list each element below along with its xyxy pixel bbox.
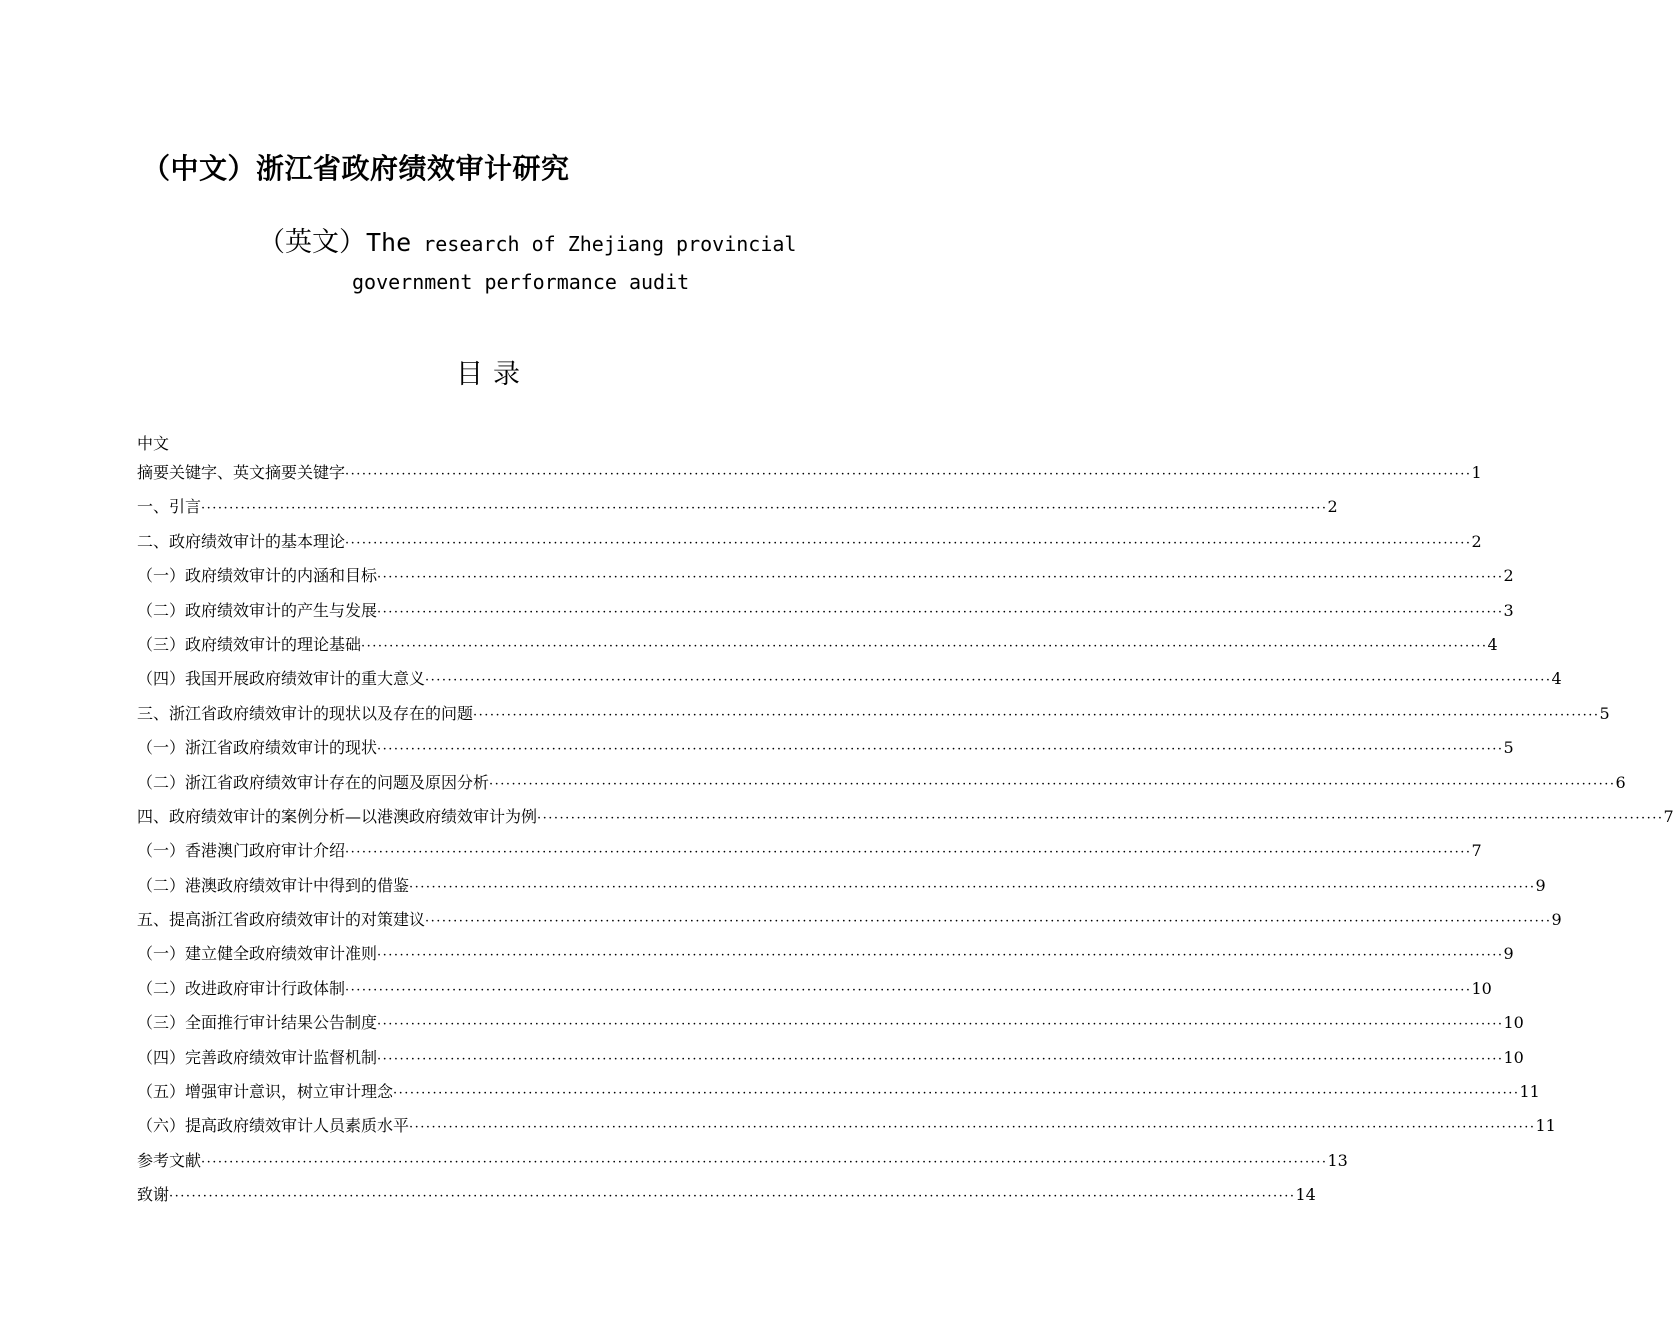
toc-leader-dots: ········································································································································································································ — [393, 1086, 1520, 1102]
toc-entry-page: 10 — [1503, 1013, 1524, 1033]
toc-entry-page: 2 — [1327, 497, 1338, 517]
toc-leader-dots: ········································································································································································································ — [377, 570, 1504, 586]
toc-entry-title: 五、提高浙江省政府绩效审计的对策建议 — [137, 910, 426, 930]
toc-entry-page: 10 — [1471, 978, 1492, 998]
toc-entry-page: 5 — [1503, 738, 1514, 758]
toc-entry-title: 致谢 — [137, 1185, 170, 1205]
toc-leader-dots: ········································································································································································································ — [345, 982, 1472, 998]
toc-entry — [137, 770, 1626, 804]
toc-leader-dots: ········································································································································································································ — [409, 879, 1536, 895]
toc-entry — [137, 873, 1546, 907]
title-chinese: （中文）浙江省政府绩效审计研究 — [142, 151, 570, 185]
toc-leader-dots: ········································································································································································································ — [425, 673, 1552, 689]
toc-entry — [137, 563, 1514, 597]
toc-entry-title: （一）浙江省政府绩效审计的现状 — [137, 738, 378, 758]
toc-leader-dots: ········································································································································································································ — [473, 707, 1600, 723]
toc-entry-title: （二）港澳政府绩效审计中得到的借鉴 — [137, 875, 410, 895]
toc-entry — [137, 598, 1514, 632]
toc-entry-page: 9 — [1551, 910, 1562, 930]
toc-entry-page: 1 — [1471, 463, 1482, 482]
toc-leader-dots: ········································································································································································································ — [537, 810, 1664, 826]
toc-entry-page: 14 — [1295, 1185, 1316, 1205]
toc-leader-dots: ········································································································································································································ — [345, 845, 1472, 861]
toc-entry-page: 4 — [1551, 669, 1562, 689]
toc-heading: 目录 — [456, 359, 530, 390]
toc-leader-dots: ········································································································································································································ — [169, 1189, 1296, 1205]
title-english-prefix: （英文） — [258, 227, 366, 258]
toc-entry — [137, 907, 1562, 941]
toc-entry-title: （三）政府绩效审计的理论基础 — [137, 634, 362, 654]
toc-entry — [137, 529, 1482, 563]
toc-entry — [137, 1045, 1524, 1079]
toc-leader-dots: ········································································································································································································ — [201, 501, 1328, 517]
toc-entry — [137, 666, 1562, 700]
toc-entry — [137, 804, 1674, 838]
toc-entry — [137, 494, 1338, 528]
toc-entry-page: 7 — [1471, 841, 1482, 861]
toc-leader-dots: ········································································································································································································ — [489, 776, 1616, 792]
toc-leader-dots: ········································································································································································································ — [361, 638, 1488, 654]
toc-entry-title: （六）提高政府绩效审计人员素质水平 — [137, 1116, 410, 1136]
toc-leader-dots: ········································································································································································································ — [377, 1051, 1504, 1067]
table-of-contents — [137, 460, 1674, 1217]
toc-entry-title: （一）香港澳门政府审计介绍 — [137, 841, 346, 861]
toc-entry — [137, 1148, 1348, 1182]
toc-leader-dots: ········································································································································································································ — [377, 1017, 1504, 1033]
title-english-line2: government performance audit — [352, 270, 690, 294]
toc-entry-title: （五）增强审计意识，树立审计理念 — [137, 1082, 394, 1102]
toc-entry-title: 摘要关键字、英文摘要关键字 — [137, 463, 346, 482]
toc-entry-title: 三、浙江省政府绩效审计的现状以及存在的问题 — [137, 703, 474, 723]
toc-entry-title: 参考文献 — [137, 1150, 202, 1170]
toc-language-label: 中文 — [137, 434, 170, 453]
toc-entry-page: 6 — [1615, 772, 1626, 792]
title-english — [258, 225, 796, 264]
toc-entry — [137, 1079, 1540, 1113]
toc-entry — [137, 976, 1492, 1010]
toc-entry — [137, 735, 1514, 769]
toc-entry — [137, 941, 1514, 975]
toc-entry-title: （二）改进政府审计行政体制 — [137, 978, 346, 998]
toc-entry-page: 2 — [1471, 531, 1482, 551]
toc-entry-page: 2 — [1503, 566, 1514, 586]
toc-entry-page: 11 — [1535, 1116, 1556, 1136]
toc-entry-title: （四）完善政府绩效审计监督机制 — [137, 1047, 378, 1067]
toc-entry-title: 四、政府绩效审计的案例分析—以港澳政府绩效审计为例 — [137, 806, 538, 826]
toc-entry-title: （一）政府绩效审计的内涵和目标 — [137, 566, 378, 586]
toc-entry-page: 9 — [1503, 944, 1514, 964]
toc-entry — [137, 460, 1482, 494]
toc-entry-title: （二）浙江省政府绩效审计存在的问题及原因分析 — [137, 772, 490, 792]
toc-leader-dots: ········································································································································································································ — [377, 742, 1504, 758]
toc-leader-dots: ········································································································································································································ — [345, 535, 1472, 551]
toc-leader-dots: ········································································································································································································ — [377, 604, 1504, 620]
toc-entry-title: 一、引言 — [137, 497, 202, 517]
toc-entry — [137, 1182, 1316, 1216]
toc-entry — [137, 701, 1610, 735]
toc-entry-page: 10 — [1503, 1047, 1524, 1067]
toc-entry — [137, 838, 1482, 872]
toc-leader-dots: ········································································································································································································ — [345, 467, 1472, 482]
toc-entry-page: 5 — [1599, 703, 1610, 723]
toc-entry — [137, 632, 1498, 666]
toc-leader-dots: ········································································································································································································ — [425, 914, 1552, 930]
toc-entry-title: （三）全面推行审计结果公告制度 — [137, 1013, 378, 1033]
toc-entry-page: 7 — [1663, 806, 1674, 826]
toc-entry-title: （一）建立健全政府绩效审计准则 — [137, 944, 378, 964]
toc-entry-page: 9 — [1535, 875, 1546, 895]
toc-entry — [137, 1113, 1556, 1147]
toc-entry-title: （四）我国开展政府绩效审计的重大意义 — [137, 669, 426, 689]
toc-leader-dots: ········································································································································································································ — [377, 948, 1504, 964]
toc-entry-title: 二、政府绩效审计的基本理论 — [137, 531, 346, 551]
toc-entry-page: 4 — [1487, 634, 1498, 654]
toc-entry — [137, 1010, 1524, 1044]
toc-entry-page: 11 — [1519, 1082, 1540, 1102]
toc-entry-page: 13 — [1327, 1150, 1348, 1170]
title-english-line1: research of Zhejiang provincial — [411, 232, 797, 256]
toc-entry-title: （二）政府绩效审计的产生与发展 — [137, 600, 378, 620]
title-english-the: The — [366, 228, 412, 257]
toc-entry-page: 3 — [1503, 600, 1514, 620]
toc-leader-dots: ········································································································································································································ — [201, 1154, 1328, 1170]
toc-leader-dots: ········································································································································································································ — [409, 1120, 1536, 1136]
